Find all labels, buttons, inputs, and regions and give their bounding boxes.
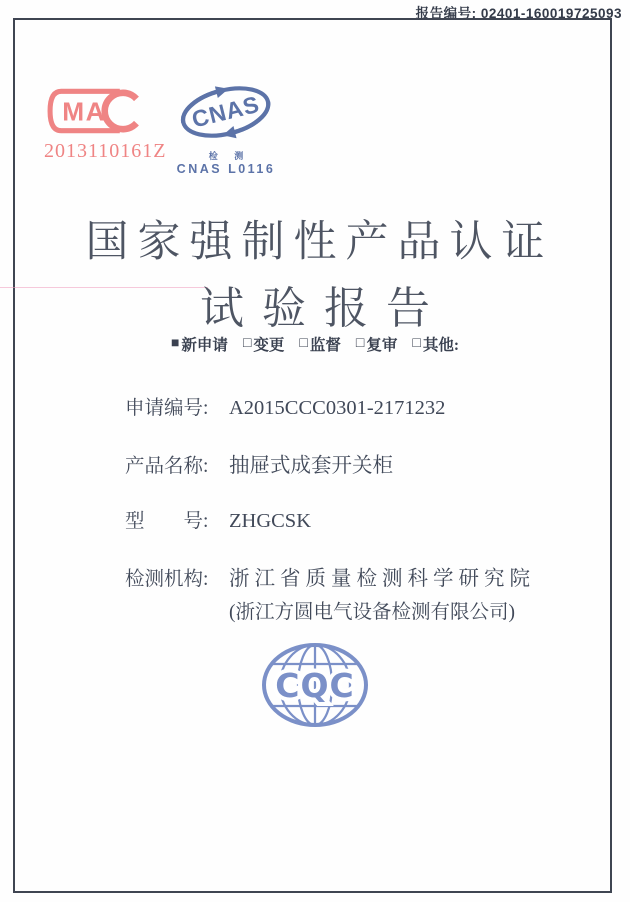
- option-review: [356, 333, 397, 355]
- option-change: [243, 333, 284, 355]
- report-title-line2: 试验报告: [200, 284, 448, 333]
- option-label: 其他:: [422, 337, 460, 354]
- cma-logo-icon: [44, 84, 140, 138]
- option-supervision: [299, 333, 340, 355]
- field-label: 检测机构:: [125, 568, 209, 590]
- field-value: A2015CCC0301-2171232: [229, 397, 446, 419]
- cqc-letters: CQC: [275, 666, 355, 705]
- option-other: [412, 333, 459, 355]
- option-new-application: [171, 333, 228, 355]
- cma-accreditation-number: 2013110161Z: [44, 140, 167, 162]
- cqc-logo-icon: [259, 641, 371, 729]
- report-title-line1: 国家强制性产品认证: [85, 219, 554, 266]
- field-label: 申请编号:: [125, 398, 209, 419]
- field-value: 浙江省质量检测科学研究院: [229, 567, 535, 590]
- checkbox-new-application-checked: ■: [170, 336, 180, 351]
- field-application-number: [125, 392, 595, 420]
- option-label: 新申请: [181, 337, 228, 354]
- field-test-agency: [125, 561, 595, 591]
- checkbox-supervision: □: [299, 336, 308, 351]
- checkbox-review: □: [355, 336, 365, 351]
- field-value: 抽屉式成套开关柜: [229, 454, 393, 477]
- cnas-logo-icon: [168, 76, 284, 148]
- field-test-agency-subsidiary: (浙江方圆电气设备检测有限公司): [229, 602, 515, 623]
- field-label: 产品名称:: [125, 455, 209, 477]
- application-type-row: [0, 333, 630, 355]
- report-fields: [125, 392, 595, 651]
- svg-text:MA: MA: [62, 96, 107, 127]
- option-label: 变更: [253, 337, 285, 354]
- report-number-value: 02401-160019725093: [480, 6, 622, 21]
- report-number-label: 报告编号:: [415, 6, 477, 21]
- option-label: 监督: [309, 337, 341, 354]
- field-product-name: [125, 448, 595, 478]
- cnas-test-label: 检 测: [208, 151, 251, 161]
- option-label: 复审: [366, 337, 398, 354]
- cma-logo-block: [44, 84, 167, 163]
- field-value: ZHGCSK: [229, 510, 312, 532]
- cnas-logo-block: [168, 76, 284, 176]
- checkbox-other: □: [412, 336, 421, 351]
- cnas-lab-code: CNAS L0116: [176, 162, 276, 176]
- checkbox-change: □: [242, 336, 252, 351]
- field-label: 型 号:: [125, 511, 209, 532]
- field-model: [125, 505, 595, 533]
- svg-text:CNAS: CNAS: [189, 90, 262, 133]
